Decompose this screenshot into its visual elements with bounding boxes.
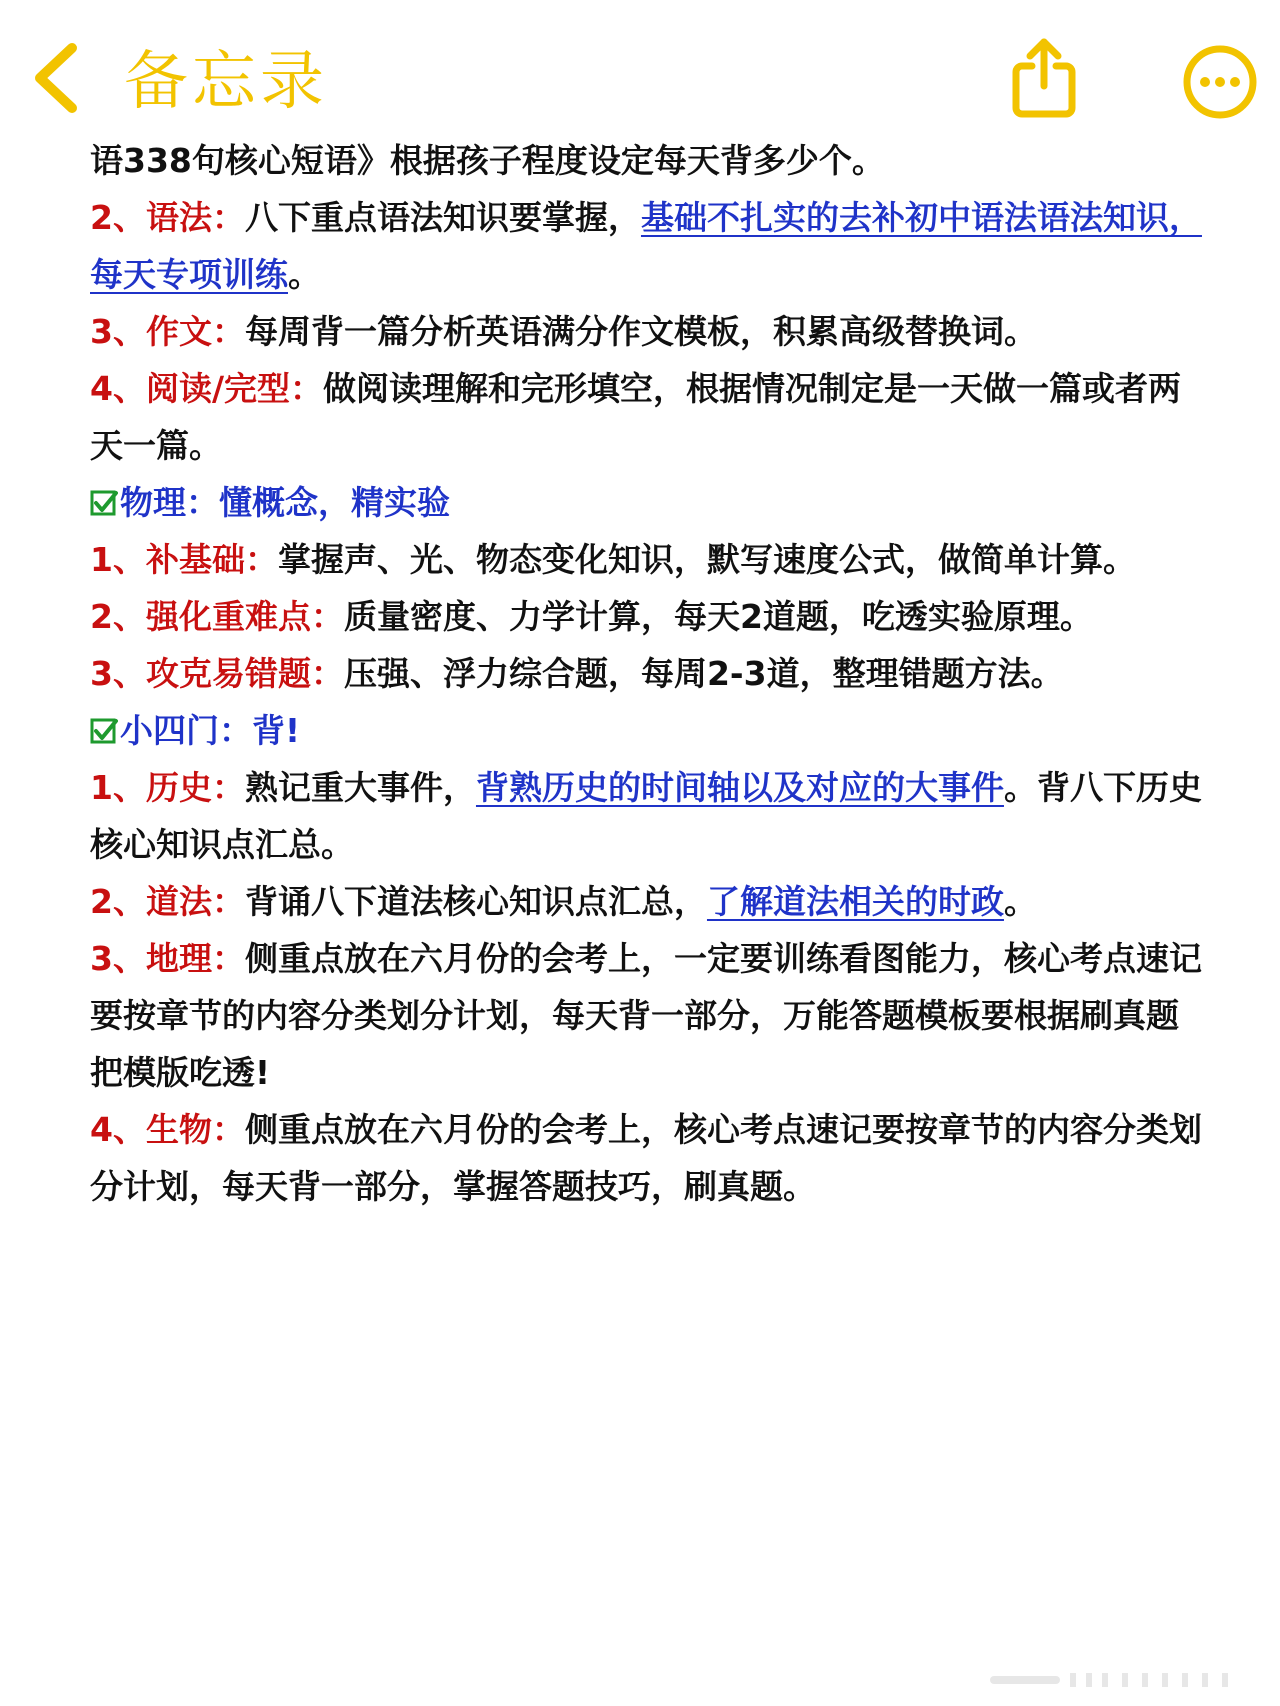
highlight-link[interactable]: 了解道法相关的时政 xyxy=(706,882,1004,921)
back-button[interactable] xyxy=(28,40,84,116)
note-line-reading-cont xyxy=(90,417,1210,474)
item-label: 2、道法： xyxy=(90,882,245,921)
item-label: 3、攻克易错题： xyxy=(90,654,344,693)
item-text: 八下重点语法知识要掌握， xyxy=(244,198,641,237)
more-button[interactable] xyxy=(1182,44,1258,120)
share-icon xyxy=(1008,36,1080,120)
item-label: 4、阅读/完型： xyxy=(90,369,324,408)
item-text: 每周背一篇分析英语满分作文模板，积累高级替换词。 xyxy=(244,312,1037,351)
item-text: 背诵八下道法核心知识点汇总， xyxy=(244,882,707,921)
note-line-geo xyxy=(90,930,1210,987)
note-line-geo-cont2 xyxy=(90,1044,1210,1101)
checkbox-icon xyxy=(90,474,118,531)
note-line-law xyxy=(90,873,1210,930)
checkbox-icon xyxy=(90,702,118,759)
note-line-grammar xyxy=(90,189,1210,246)
note-line-physics-3 xyxy=(90,645,1210,702)
item-text: 。背八下历史 xyxy=(1003,768,1202,807)
item-label: 1、补基础： xyxy=(90,540,278,579)
note-line-bio xyxy=(90,1101,1210,1158)
item-label: 3、作文： xyxy=(90,312,245,351)
nav-bar xyxy=(0,0,1280,150)
item-text: 做阅读理解和完形填空，根据情况制定是一天做一篇或者两 xyxy=(323,369,1182,408)
watermark-strip xyxy=(990,1672,1240,1686)
heading-text: 小四门：背! xyxy=(120,711,301,750)
highlight-link[interactable]: 每天专项训练 xyxy=(90,255,288,294)
heading-text: 物理：懂概念，精实验 xyxy=(120,483,450,522)
line-text: 语338句核心短语》根据孩子程度设定每天背多少个。 xyxy=(90,141,885,180)
item-text: 质量密度、力学计算，每天2道题，吃透实验原理。 xyxy=(343,597,1093,636)
note-body[interactable] xyxy=(90,132,1210,1215)
item-text: 把模版吃透! xyxy=(90,1053,271,1092)
item-text: 侧重点放在六月份的会考上，一定要训练看图能力，核心考点速记 xyxy=(244,939,1202,978)
item-text: 。 xyxy=(1003,882,1037,921)
item-text: 要按章节的内容分类划分计划，每天背一部分，万能答题模板要根据刷真题 xyxy=(90,996,1179,1035)
note-line-reading xyxy=(90,360,1210,417)
note-line-grammar-cont xyxy=(90,246,1210,303)
item-text: 掌握声、光、物态变化知识，默写速度公式，做简单计算。 xyxy=(277,540,1136,579)
note-line-bio-cont1 xyxy=(90,1158,1210,1215)
section-heading-minor xyxy=(90,702,1210,759)
item-text: 核心知识点汇总。 xyxy=(90,825,354,864)
item-label: 1、历史： xyxy=(90,768,245,807)
share-button[interactable] xyxy=(1008,36,1080,120)
chevron-left-icon xyxy=(28,40,84,116)
nav-title: 备忘录 xyxy=(124,45,328,119)
note-line-physics-1 xyxy=(90,531,1210,588)
highlight-link[interactable]: 基础不扎实的去补初中语法语法知识， xyxy=(640,198,1202,237)
item-text: 侧重点放在六月份的会考上，核心考点速记要按章节的内容分类划 xyxy=(244,1110,1202,1149)
item-label: 2、强化重难点： xyxy=(90,597,344,636)
note-line-history xyxy=(90,759,1210,816)
item-label: 3、地理： xyxy=(90,939,245,978)
highlight-link[interactable]: 背熟历史的时间轴以及对应的大事件 xyxy=(475,768,1004,807)
item-text: 。 xyxy=(288,255,321,294)
more-icon xyxy=(1182,44,1258,120)
item-text: 天一篇。 xyxy=(90,426,222,465)
note-line-writing xyxy=(90,303,1210,360)
item-label: 2、语法： xyxy=(90,198,245,237)
item-text: 分计划，每天背一部分，掌握答题技巧，刷真题。 xyxy=(90,1167,816,1206)
note-line-physics-2 xyxy=(90,588,1210,645)
item-text: 压强、浮力综合题，每周2-3道，整理错题方法。 xyxy=(343,654,1064,693)
item-text: 熟记重大事件， xyxy=(244,768,476,807)
note-line-history-cont xyxy=(90,816,1210,873)
item-label: 4、生物： xyxy=(90,1110,245,1149)
note-line-intro xyxy=(90,132,1210,189)
note-line-geo-cont1 xyxy=(90,987,1210,1044)
section-heading-physics xyxy=(90,474,1210,531)
